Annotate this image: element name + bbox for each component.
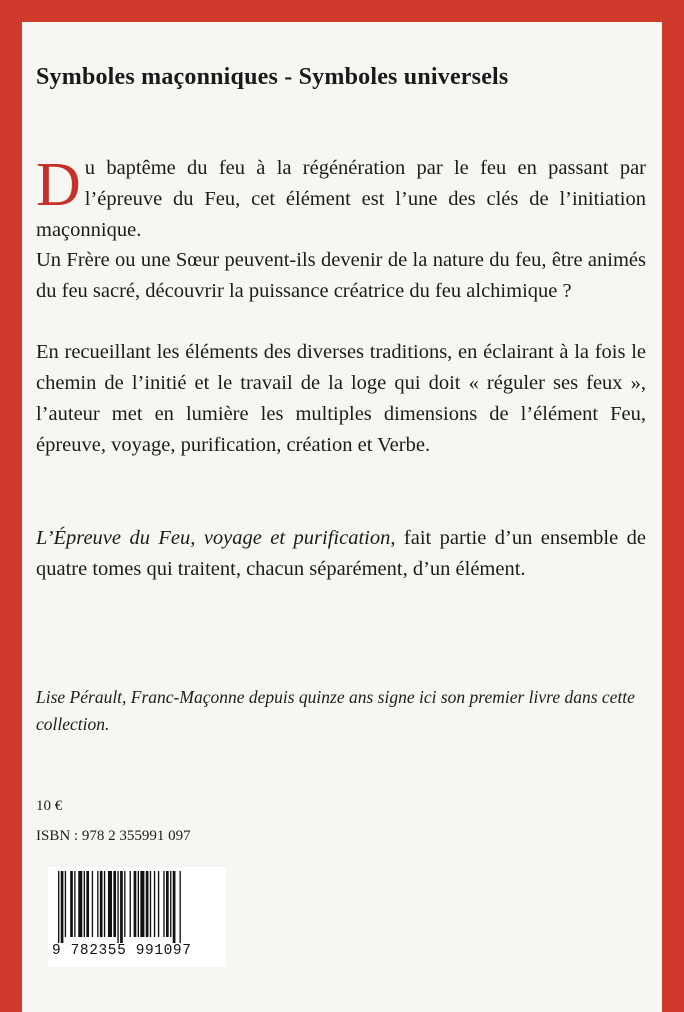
- barcode-bar: [154, 871, 155, 937]
- drop-cap-letter: D: [36, 151, 81, 219]
- cover-title: Symboles maçonniques - Symboles universels: [36, 64, 509, 90]
- isbn-barcode: [48, 867, 226, 967]
- barcode-bar: [108, 871, 112, 937]
- barcode-bar: [113, 871, 116, 937]
- barcode-bar: [120, 871, 123, 943]
- barcode-bar: [70, 871, 73, 937]
- barcode-bar: [104, 871, 105, 937]
- barcode-bar: [61, 871, 64, 943]
- barcode-bar: [130, 871, 131, 937]
- blurb-paragraph-1-text: u baptême du feu à la régénération par le feu en passant par l’épreuve du Feu, cet élément est l’une des clés de l’initiation maçonnique.: [36, 157, 646, 241]
- barcode-bar: [150, 871, 151, 937]
- barcode-bar: [138, 871, 139, 937]
- barcode-bar: [97, 871, 98, 937]
- barcode-bar: [117, 871, 118, 943]
- barcode-bar: [84, 871, 85, 937]
- barcode-bar: [65, 871, 66, 937]
- blurb-paragraph-4-text: , fait partie d’un ensemble de quatre tomes qui traitent, chacun séparément, d’un élément.: [36, 527, 646, 580]
- barcode-bar: [124, 871, 125, 937]
- barcode-bar: [170, 871, 171, 937]
- barcode-bar: [163, 871, 164, 937]
- barcode-bar: [173, 871, 176, 943]
- barcode-bar: [146, 871, 149, 937]
- barcode-bar: [158, 871, 159, 937]
- barcode-bar: [140, 871, 144, 937]
- blurb-paragraph-1: [36, 153, 646, 246]
- barcode-bar: [180, 871, 181, 943]
- barcode-bar: [134, 871, 137, 937]
- barcode-bar: [86, 871, 89, 937]
- barcode-bars-icon: [56, 871, 220, 943]
- blurb-paragraph-2: Un Frère ou une Sœur peuvent-ils devenir de la nature du feu, être animés du feu sacré, découvrir la puissance créatrice du feu alchimique ?: [36, 249, 646, 302]
- barcode-digits: 9 782355 991097: [52, 943, 192, 959]
- barcode-bar: [92, 871, 93, 937]
- price-label: 10 €: [36, 798, 63, 814]
- barcode-bar: [166, 871, 169, 937]
- author-note: Lise Pérault, Franc-Maçonne depuis quinze ans signe ici son premier livre dans cette collection.: [36, 687, 635, 734]
- barcode-bar: [100, 871, 103, 937]
- barcode-bar: [58, 871, 59, 943]
- isbn-label: ISBN : 978 2 355991 097: [36, 828, 191, 844]
- barcode-bar: [78, 871, 82, 937]
- blurb-paragraph-4: [36, 523, 646, 585]
- barcode-bar: [74, 871, 75, 937]
- blurb-paragraph-3: En recueillant les éléments des diverses traditions, en éclairant à la fois le chemin de l’initié et le travail de la loge qui doit « réguler ses feux », l’auteur met en lumière les multiples dimensions de l’élément Feu, épreuve, voyage, purification, création et Verbe.: [36, 341, 646, 456]
- book-title-italic: L’Épreuve du Feu, voyage et purification: [36, 527, 391, 549]
